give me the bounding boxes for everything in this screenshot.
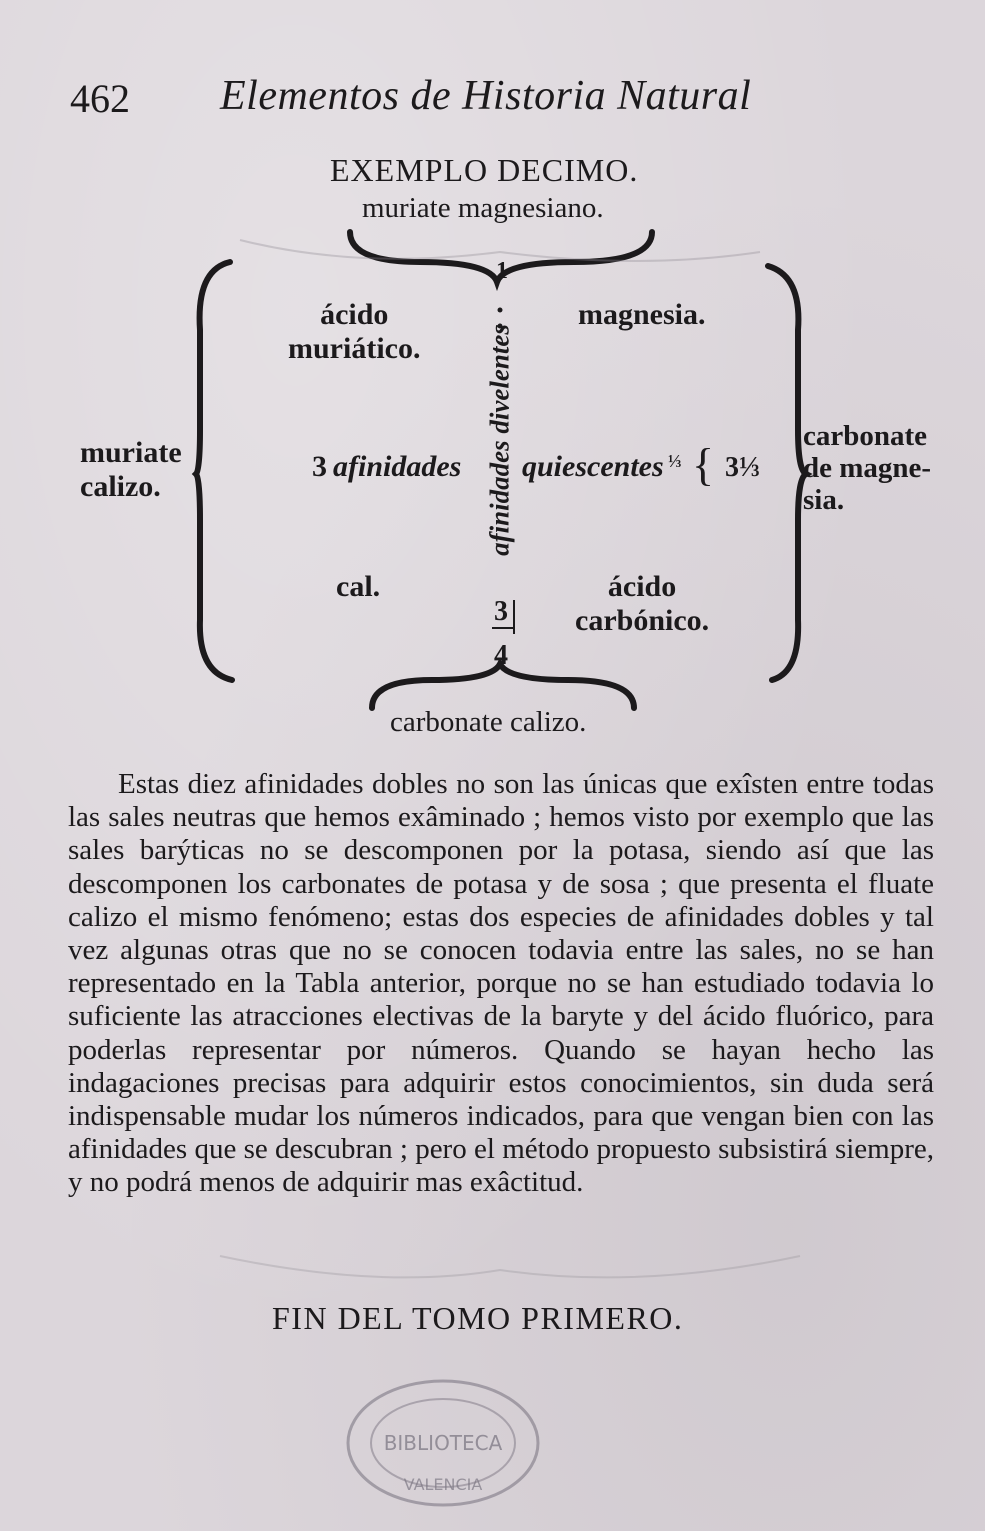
divellent-label: afinidades divelentes — [484, 324, 515, 556]
top-left-component: ácido muriático. — [288, 298, 421, 365]
quiescent-sum: 3⅓ — [725, 452, 760, 483]
body-text — [68, 768, 934, 1200]
running-head: Elementos de Historia Natural — [220, 73, 752, 119]
quiescent-number: 3 — [312, 450, 327, 483]
top-right-component: magnesia. — [578, 298, 706, 331]
divellent-top-number: 1 — [496, 258, 508, 284]
page-number: 462 — [70, 76, 130, 121]
quiescent-left-word: afinidades — [333, 450, 462, 483]
quiescent-fraction: ⅓ — [668, 451, 682, 471]
left-bracket — [196, 262, 232, 680]
divellent-bottom-number: 3 — [494, 596, 508, 627]
right-bracket — [768, 266, 806, 680]
colophon: FIN DEL TOMO PRIMERO. — [272, 1300, 684, 1336]
body-paragraph: Estas diez afinidades dobles no son las únicas que exîsten entre todas las sales neutras que hemos exâminado ; hemos visto por exemplo que las sales barýticas no se descomponen por la potasa, siendo así que las descomponen los carbonates de potasa y de sosa ; que presenta el fluate calizo el mismo fenómeno; estas dos especies de afinidades dobles y tal vez algunas otras que no se conocen todavia entre las sales, no se han representado en la Tabla anterior, porque no se han estudiado todavia lo suficiente las atracciones electivas de la baryte y del ácido fluórico, para poderlas representar por números. Quando se hayan hecho las indagaciones precisas para adquirir estos conocimientos, sin duda será indispensable mudar los números indicados, para que vengan bien con las afinidades que se descubran ; pero el método propuesto subsistirá siempre, y no podrá menos de adquirir mas exâctitud. — [68, 768, 934, 1199]
sum-brace: { — [692, 439, 715, 490]
quiescent-right-word: quiescentes — [522, 450, 664, 483]
divellent-sum: 4 — [494, 640, 508, 671]
quiescent-left — [312, 450, 461, 484]
top-compound-label: muriate magnesiano. — [362, 192, 604, 224]
stamp-text: BIBLIOTECA — [383, 1431, 503, 1455]
diagram-title: EXEMPLO DECIMO. — [330, 152, 639, 188]
left-compound-label: muriate calizo. — [80, 436, 182, 503]
bottom-right-component: ácido carbónico. — [575, 570, 710, 637]
library-stamp — [338, 1368, 548, 1518]
bottom-compound-label: carbonate calizo. — [390, 706, 587, 738]
right-compound-label: carbonate de magne- sia. — [803, 420, 932, 516]
svg-text:VALENCIA: VALENCIA — [403, 1475, 483, 1494]
bottom-left-component: cal. — [336, 570, 381, 603]
